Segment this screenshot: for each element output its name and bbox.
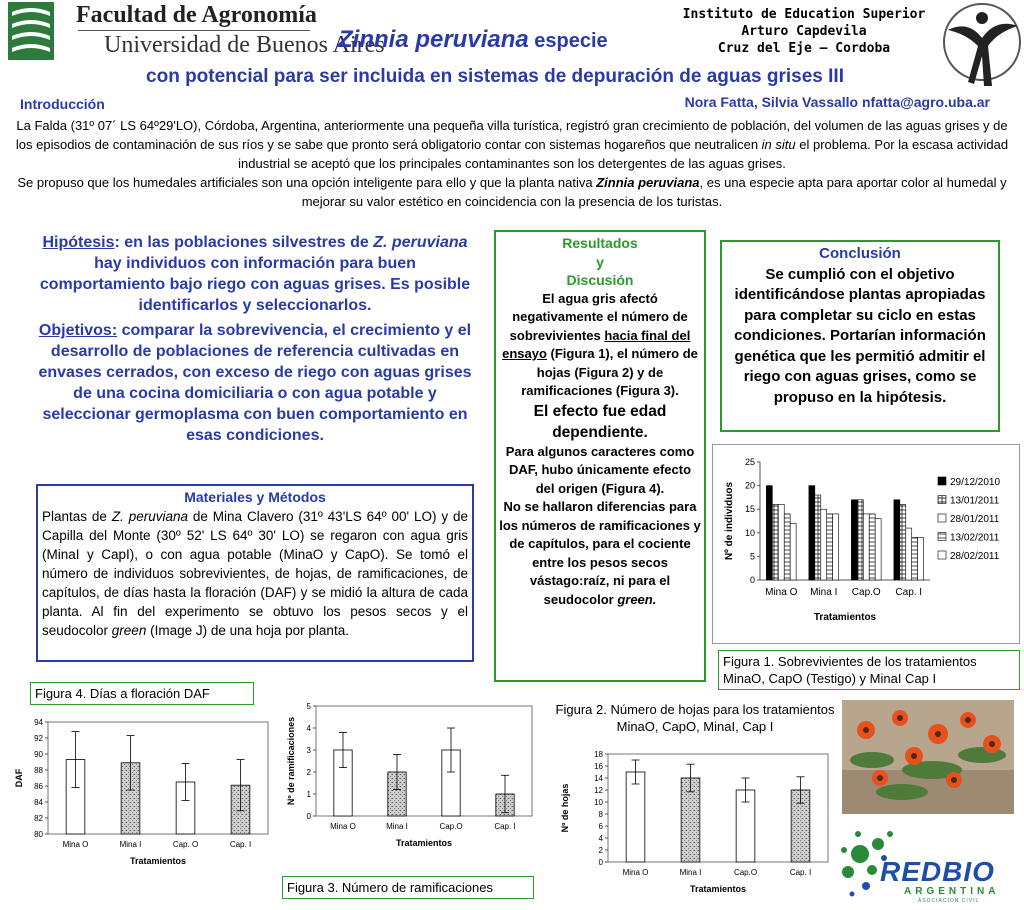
y-tick-label: 20 xyxy=(744,480,755,491)
bar xyxy=(875,519,881,580)
x-tick-label: Cap.O xyxy=(733,868,758,877)
legend-entry: 13/02/2011 xyxy=(950,532,1000,544)
y-axis-label: Nº de hojas xyxy=(560,783,570,833)
y-tick-label: 14 xyxy=(594,774,603,783)
x-tick-label: Mina O xyxy=(622,868,649,877)
discussion-heading: Discusión xyxy=(566,272,634,288)
intro-heading: Introducción xyxy=(20,96,105,112)
objectives-text: comparar la sobrevivencia, el crecimiento y el desarrollo de poblaciones de referencia cultivadas en envases cerrados, con exceso de riego con aguas grises de una cocina domiciliaria o con agua potable y seleccionar germoplasma con buen comportamiento en esas condiciones. xyxy=(38,322,472,444)
x-tick-label: Mina O xyxy=(330,822,356,831)
y-tick-label: 92 xyxy=(34,734,43,743)
x-tick-label: Mina I xyxy=(810,587,838,598)
legend-entry: 28/01/2011 xyxy=(950,514,1000,525)
conclusion-heading: Conclusión xyxy=(819,245,901,262)
redbio-logo xyxy=(838,814,1018,906)
redbio-country: ARGENTINA xyxy=(904,886,1000,897)
bar xyxy=(626,772,645,862)
institute-block xyxy=(662,6,946,57)
results-heading: Resultados xyxy=(562,235,638,251)
chart-fig3 xyxy=(280,694,536,872)
results-t3: Para algunos caracteres como DAF, hubo únicamente efecto del origen (Figura 4). xyxy=(505,443,695,496)
bar xyxy=(851,500,857,580)
y-tick-label: 2 xyxy=(598,846,603,855)
bar xyxy=(900,504,906,580)
legend-entry: 28/02/2011 xyxy=(950,551,1000,562)
y-tick-label: 0 xyxy=(306,812,311,821)
chart-fig1 xyxy=(712,444,1020,644)
legend-swatch xyxy=(938,496,946,504)
bar xyxy=(778,504,784,580)
y-tick-label: 2 xyxy=(306,768,311,777)
caption-fig1: Figura 1. Sobrevivientes de los tratamientos MinaO, CapO (Testigo) y MinaI Cap I xyxy=(718,650,1020,690)
results-t4: No se hallaron diferencias para los números de ramificaciones y de capítulos, para el cociente entre los pesos secos vástago:raíz, ni para el seudocolor xyxy=(499,499,701,607)
results-u1: hacia final del ensayo xyxy=(502,327,691,361)
bar xyxy=(894,500,900,580)
x-tick-label: Mina O xyxy=(62,840,89,849)
x-tick-label: Mina I xyxy=(119,840,142,849)
caption-fig4: Figura 4. Días a floración DAF xyxy=(30,682,254,705)
redbio-wordmark: REDBIO xyxy=(880,856,995,887)
legend-entry: 29/12/2010 xyxy=(950,477,1001,488)
y-tick-label: 84 xyxy=(34,798,43,807)
y-tick-label: 25 xyxy=(744,457,755,467)
bar xyxy=(869,514,875,580)
legend-swatch xyxy=(938,514,946,522)
intro-p2b: , es una especie apta para aportar color al humedal y mejorar su valor estético en coincidencia con la presencia de los turistas. xyxy=(301,175,1007,209)
y-axis-label: Nº de ramificaciones xyxy=(286,716,296,806)
bar xyxy=(912,538,918,580)
x-tick-label: Mina O xyxy=(765,587,798,598)
y-axis-label: Nº de individuos xyxy=(724,481,735,561)
chart-fig4 xyxy=(6,706,276,880)
bar xyxy=(827,514,833,580)
legend-entry: 13/01/2011 xyxy=(950,495,1000,507)
methods-species: Z. peruviana xyxy=(111,509,189,524)
y-tick-label: 5 xyxy=(306,702,311,711)
intro-p1-em: in situ xyxy=(761,137,796,152)
caption-fig2: Figura 2. Número de hojas para los tratamientos MinaO, CapO, MinaI, Cap I xyxy=(550,698,840,738)
institute-line: Arturo Capdevila xyxy=(741,24,867,39)
bar xyxy=(857,500,863,580)
university-divider xyxy=(78,30,310,31)
x-tick-label: Cap. I xyxy=(494,822,516,831)
conclusion-box xyxy=(720,240,1000,432)
chart-fig2 xyxy=(546,738,836,904)
methods-t1: Plantas de xyxy=(42,509,112,524)
intro-p2-em: Zinnia peruviana xyxy=(596,175,700,190)
y-tick-label: 18 xyxy=(594,750,603,759)
zinnia-photo-icon xyxy=(842,700,1014,814)
y-tick-label: 80 xyxy=(34,830,43,839)
redbio-asoc: ASOCIACION CIVIL xyxy=(918,898,980,904)
caption-fig3: Figura 3. Número de ramificaciones xyxy=(282,876,534,899)
institute-line: Cruz del Eje – Cordoba xyxy=(717,41,891,56)
conclusion-text: Se cumplió con el objetivo identificándose plantas apropiadas para completar su ciclo en estas condiciones. Portarían información genética que les permitió admitir el riego con aguas grises, como se propuso en la hipótesis. xyxy=(734,265,986,406)
results-em: green. xyxy=(617,591,657,607)
title-species: Zinnia peruviana xyxy=(338,26,529,53)
methods-box xyxy=(36,484,474,662)
methods-em: green xyxy=(111,623,147,638)
x-axis-label: Tratamientos xyxy=(129,856,187,866)
x-tick-label: Cap. I xyxy=(229,840,252,849)
x-tick-label: Mina I xyxy=(679,868,702,877)
legend-swatch xyxy=(938,533,946,541)
bar xyxy=(790,523,796,580)
x-axis-label: Tratamientos xyxy=(395,838,453,848)
methods-t3: (Image J) de una hoja por planta. xyxy=(146,623,349,638)
objectives xyxy=(30,320,480,446)
y-tick-label: 10 xyxy=(594,798,603,807)
university-line1: Facultad de Agronomía xyxy=(76,2,317,28)
title-word: especie xyxy=(528,30,608,52)
y-tick-label: 8 xyxy=(598,810,603,819)
x-tick-label: Cap. I xyxy=(789,868,812,877)
bar xyxy=(821,509,827,580)
y-tick-label: 15 xyxy=(744,504,755,515)
hypothesis-label: Hipótesis xyxy=(42,234,115,251)
x-tick-label: Cap.O xyxy=(439,822,463,831)
bar xyxy=(772,504,778,580)
institute-line: Instituto de Education Superior xyxy=(682,7,926,22)
bar xyxy=(906,528,912,580)
y-axis-label: DAF xyxy=(14,768,24,788)
bar xyxy=(815,495,821,580)
bar xyxy=(918,538,924,580)
y-tick-label: 12 xyxy=(594,786,603,795)
results-box xyxy=(494,230,706,682)
x-axis-label: Tratamientos xyxy=(689,884,747,894)
authors: Nora Fatta, Silvia Vassallo nfatta@agro.uba.ar xyxy=(684,94,990,110)
intro-text xyxy=(14,116,1010,211)
results-p1 xyxy=(498,290,702,401)
poster-subtitle: con potencial para ser incluida en sistemas de depuración de aguas grises III xyxy=(146,66,844,87)
y-tick-label: 5 xyxy=(749,551,755,562)
intro-p1b: el problema. Por la escasa actividad industrial se aceptó que los principales contaminantes son los detergentes de las aguas grises. xyxy=(238,137,1009,171)
objectives-label: Objetivos: xyxy=(38,322,118,339)
x-tick-label: Cap. I xyxy=(895,587,923,598)
hypothesis-t2: hay individuos con información para buen comportamiento bajo riego con aguas grises. Es posible identificarlos y seleccionarlos. xyxy=(39,255,471,314)
y-tick-label: 1 xyxy=(306,790,311,799)
y-tick-label: 4 xyxy=(306,724,311,733)
university-line2: Universidad de Buenos Aires xyxy=(104,32,385,58)
results-t1: El agua gris afectó negativamente el número de sobrevivientes xyxy=(509,290,688,343)
y-tick-label: 86 xyxy=(34,782,43,791)
y-tick-label: 88 xyxy=(34,766,43,775)
poster-title xyxy=(338,26,608,54)
legend-swatch xyxy=(938,551,946,559)
y-tick-label: 82 xyxy=(34,814,43,823)
y-tick-label: 10 xyxy=(744,527,755,538)
x-tick-label: Cap. O xyxy=(172,840,199,849)
y-tick-label: 16 xyxy=(594,762,603,771)
intro-p2a: Se propuso que los humedales artificiales son una opción inteligente para ello y que la planta nativa xyxy=(17,175,597,190)
methods-t2: de Mina Clavero (31º 43'LS 64º 00' LO) y de Capilla del Monte (30º 52' LS 64º 30' LO) se regaron con agua gris (MinaI y CapI), o con agua potable (MinaO y CapO). Se tomó el número de individuos sobrevivientes, de hojas, de ramificaciones, de capítulos, de días hasta la floración (DAF) y se midió la altura de cada planta. Al fin del experimento se obtuvo los pesos secos y el seudocolor xyxy=(42,509,469,638)
bar xyxy=(833,514,839,580)
y-tick-label: 90 xyxy=(34,750,43,759)
bar xyxy=(784,514,790,580)
results-t2: (Figura 1), el número de hojas (Figura 2) y de ramificaciones (Figura 3). xyxy=(521,346,698,398)
methods-heading: Materiales y Métodos xyxy=(184,489,326,505)
y-tick-label: 0 xyxy=(749,575,755,585)
results-heading-y: y xyxy=(596,253,604,270)
legend-swatch xyxy=(938,477,946,485)
bar xyxy=(766,486,772,580)
hypothesis-block xyxy=(30,232,480,446)
y-tick-label: 4 xyxy=(598,834,603,843)
y-tick-label: 0 xyxy=(598,858,603,867)
y-tick-label: 3 xyxy=(306,746,311,755)
facultad-logo-icon xyxy=(8,2,54,60)
x-tick-label: Cap.O xyxy=(851,587,881,598)
y-tick-label: 6 xyxy=(598,822,603,831)
bar xyxy=(863,514,869,580)
intro-p1a: La Falda (31º 07´ LS 64º29'LO), Córdoba, Argentina, anteriormente una pequeña villa turística, registró gran crecimiento de población, del volumen de las aguas grises y de los episodios de contaminación de sus ríos y se sabe que pronto será obligatorio contar con sistemas hogareños que neutralicen xyxy=(15,118,1008,152)
x-axis-label: Tratamientos xyxy=(813,612,877,623)
y-tick-label: 94 xyxy=(34,718,43,727)
hypothesis-species: Z. peruviana xyxy=(373,234,468,251)
results-p4 xyxy=(498,498,702,609)
bar xyxy=(809,486,815,580)
hypothesis-t1: : en las poblaciones silvestres de xyxy=(114,234,369,251)
results-highlight: El efecto fue edad dependiente. xyxy=(533,402,667,441)
x-tick-label: Mina I xyxy=(386,822,408,831)
